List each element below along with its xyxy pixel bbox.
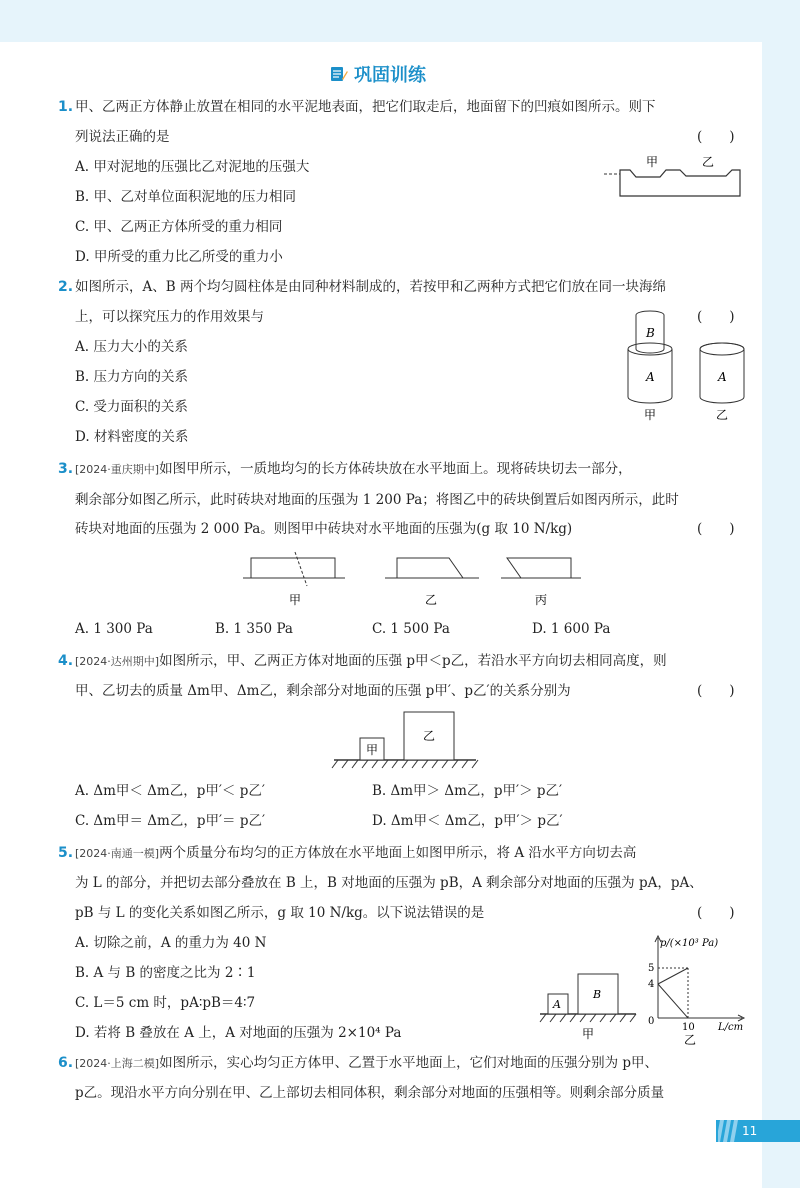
q3-option-c[interactable]: C. 1 500 Pa: [372, 621, 450, 637]
q2-figure-label-jia: 甲: [644, 408, 657, 422]
q1-option-a[interactable]: A. 甲对泥地的压强比乙对泥地的压强大: [75, 159, 310, 175]
q5-stem-line1: [75, 844, 636, 863]
top-margin: [0, 0, 800, 42]
q5-option-a[interactable]: A. 切除之前，A 的重力为 40 N: [75, 935, 267, 951]
q1-stem-line2: 列说法正确的是: [75, 129, 170, 145]
q3-figure-label-yi: 乙: [425, 593, 438, 607]
q3-option-a[interactable]: A. 1 300 Pa: [75, 621, 153, 637]
q2-figure-label-b: B: [646, 326, 655, 340]
q4-option-c[interactable]: C. Δm甲＝ Δm乙，p甲′＝ p乙′: [75, 813, 266, 829]
q4-option-b[interactable]: B. Δm甲＞ Δm乙，p甲′＞ p乙′: [372, 783, 563, 799]
q3-option-b[interactable]: B. 1 350 Pa: [215, 621, 293, 637]
q2-figure-label-yi: 乙: [716, 408, 729, 422]
right-margin: [762, 42, 800, 1188]
q2-stem-line1: 如图所示，A、B 两个均匀圆柱体是由同种材料制成的，若按甲和乙两种方式把它们放在同一块海绵: [75, 279, 666, 295]
q2-option-a[interactable]: A. 压力大小的关系: [75, 339, 188, 355]
section-title: [330, 62, 426, 86]
q4-stem-line1: [75, 652, 667, 671]
q3-number: 3.: [58, 461, 74, 477]
q1-figure-label-jia: 甲: [646, 155, 659, 169]
q1-number: 1.: [58, 99, 74, 115]
q4-answer-paren[interactable]: ( ): [697, 683, 735, 699]
q2-number: 2.: [58, 279, 74, 295]
q2-answer-paren[interactable]: ( ): [697, 309, 735, 325]
q1-option-d[interactable]: D. 甲所受的重力比乙所受的重力小: [75, 249, 283, 265]
q6-stem-line1: [75, 1054, 658, 1073]
q5-figure-jia-cubes: [538, 960, 638, 1042]
q5-answer-paren[interactable]: ( ): [697, 905, 735, 921]
notebook-pen-icon: [330, 65, 348, 83]
q6-stem-line2: p乙。现沿水平方向分别在甲、乙上部切去相同体积，剩余部分对地面的压强相等。则剩余部分质量: [75, 1085, 665, 1101]
q5-option-d[interactable]: D. 若将 B 叠放在 A 上，A 对地面的压强为 2×10⁴ Pa: [75, 1025, 402, 1041]
page-number: 11: [742, 1124, 758, 1138]
q5-graph-ytick-4: 4: [648, 979, 655, 990]
q5-figure-label-a: A: [553, 998, 561, 1011]
q5-figure-label-b: B: [593, 988, 602, 1001]
q4-option-a[interactable]: A. Δm甲＜ Δm乙，p甲′＜ p乙′: [75, 783, 265, 799]
q5-graph-ylabel: p/(×10³ Pa): [660, 938, 719, 949]
q4-option-d[interactable]: D. Δm甲＜ Δm乙，p甲′＞ p乙′: [372, 813, 563, 829]
q5-stem-text1: 两个质量分布均匀的正方体放在水平地面上如图甲所示，将 A 沿水平方向切去高: [159, 845, 637, 861]
q5-graph-xlabel: L/cm: [718, 1022, 744, 1033]
q1-figure-label-yi: 乙: [702, 155, 715, 169]
q2-figure-label-a2: A: [718, 370, 727, 384]
q2-option-c[interactable]: C. 受力面积的关系: [75, 399, 188, 415]
q3-figure-label-jia: 甲: [289, 593, 302, 607]
q5-graph-ytick-5: 5: [648, 963, 655, 974]
q5-graph-origin: 0: [648, 1016, 655, 1027]
q5-figure-label-yi: 乙: [684, 1033, 697, 1046]
q1-option-c[interactable]: C. 甲、乙两正方体所受的重力相同: [75, 219, 283, 235]
q5-stem-line2: 为 L 的部分，并把切去部分叠放在 B 上，B 对地面的压强为 pB，A 剩余部分对地面的压强为 pA，pA、: [75, 875, 703, 891]
q1-stem-line1: 甲、乙两正方体静止放置在相同的水平泥地表面，把它们取走后，地面留下的凹痕如图所示。则下: [75, 99, 656, 115]
q4-stem-line2: 甲、乙切去的质量 Δm甲、Δm乙，剩余部分对地面的压强 p甲′、p乙′的关系分别为: [75, 683, 571, 699]
q4-stem-text1: 如图所示，甲、乙两正方体对地面的压强 p甲＜p乙，若沿水平方向切去相同高度，则: [159, 653, 667, 669]
q5-stem-line3: pB 与 L 的变化关系如图乙所示，g 取 10 N/kg。以下说法错误的是: [75, 905, 485, 921]
q3-figure-bricks: [235, 548, 585, 610]
q6-number: 6.: [58, 1055, 74, 1071]
q3-answer-paren[interactable]: ( ): [697, 521, 735, 537]
q3-option-d[interactable]: D. 1 600 Pa: [532, 621, 611, 637]
q4-figure-cubes: [330, 706, 480, 772]
q4-figure-label-jia: 甲: [366, 743, 379, 757]
section-title-text: 巩固训练: [354, 65, 426, 86]
q3-stem-text1: 如图甲所示，一质地均匀的长方体砖块放在水平地面上。现将砖块切去一部分，: [159, 461, 632, 477]
q4-source: [2024·达州期中]: [75, 655, 160, 668]
stripes-icon: [718, 1120, 740, 1142]
q5-source: [2024·南通一模]: [75, 847, 160, 860]
q2-option-d[interactable]: D. 材料密度的关系: [75, 429, 189, 445]
q5-option-b[interactable]: B. A 与 B 的密度之比为 2∶1: [75, 965, 256, 981]
q4-number: 4.: [58, 653, 74, 669]
q5-graph-xtick-10: 10: [682, 1022, 695, 1033]
q5-figure-yi-graph: [638, 930, 760, 1046]
q3-figure-label-bing: 丙: [535, 593, 548, 607]
q1-answer-paren[interactable]: ( ): [697, 129, 735, 145]
q1-figure-mud-dents: [600, 150, 745, 200]
q1-option-b[interactable]: B. 甲、乙对单位面积泥地的压力相同: [75, 189, 297, 205]
q5-figure-label-jia: 甲: [582, 1027, 595, 1041]
q6-source: [2024·上海二模]: [75, 1057, 160, 1070]
q5-number: 5.: [58, 845, 74, 861]
q2-stem-line2: 上，可以探究压力的作用效果与: [75, 309, 264, 325]
q6-stem-text1: 如图所示，实心均匀正方体甲、乙置于水平地面上，它们对地面的压强分别为 p甲、: [159, 1055, 659, 1071]
q4-figure-label-yi: 乙: [423, 729, 436, 743]
q3-stem-line1: [75, 460, 632, 479]
q2-figure-cylinders: [620, 305, 750, 425]
page-number-tab: [716, 1120, 800, 1142]
q2-option-b[interactable]: B. 压力方向的关系: [75, 369, 189, 385]
q3-source: [2024·重庆期中]: [75, 463, 160, 476]
q2-figure-label-a1: A: [646, 370, 655, 384]
q3-stem-line3: 砖块对地面的压强为 2 000 Pa。则图甲中砖块对水平地面的压强为(g 取 10 N/kg): [75, 521, 573, 537]
q5-option-c[interactable]: C. L＝5 cm 时，pA∶pB＝4∶7: [75, 995, 256, 1011]
q3-stem-line2: 剩余部分如图乙所示，此时砖块对地面的压强为 1 200 Pa；将图乙中的砖块倒置后如图丙所示，此时: [75, 492, 679, 508]
